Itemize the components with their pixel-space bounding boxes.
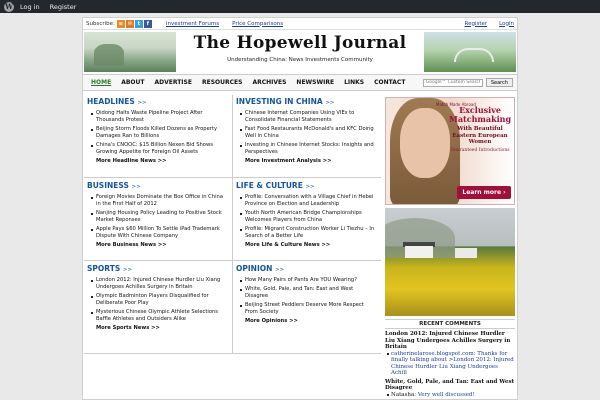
row-divider xyxy=(84,177,381,178)
section-title-text[interactable]: HEADLINES xyxy=(87,97,135,106)
section-sports xyxy=(84,262,232,331)
nav-home[interactable]: HOME xyxy=(91,79,112,86)
main-content xyxy=(84,95,381,395)
list-item[interactable]: Qidong Halts Waste Pipeline Project After Thousands Protest xyxy=(87,110,228,124)
nav-links[interactable]: LINKS xyxy=(344,79,365,86)
list-item[interactable]: White, Gold, Pale, and Tan: East and West Disagree xyxy=(236,286,377,300)
subscribe-label: Subscribe: xyxy=(86,20,115,27)
admin-bar xyxy=(0,0,600,13)
search-button[interactable]: Search xyxy=(486,78,513,87)
row-divider xyxy=(84,260,381,261)
list-item[interactable]: China's CNOOC: $15 Billion Nexen Bid Shows Growing Appetite for Foreign Oil Assets xyxy=(87,142,228,156)
ad-guarantee: Guaranteed Introductions xyxy=(450,148,510,153)
admin-register-link[interactable]: Register xyxy=(49,2,77,11)
section-arrows: >> xyxy=(137,100,147,106)
recent-comments-title: RECENT COMMENTS xyxy=(385,319,515,329)
nav-archives[interactable]: ARCHIVES xyxy=(252,79,287,86)
page-wrapper xyxy=(82,17,518,400)
list-item[interactable]: Foreign Movies Dominate the Box Office in China in the First Half of 2012 xyxy=(87,194,228,208)
list-item[interactable]: Beijing Street Peddlers Deserve More Respect From Society xyxy=(236,302,377,316)
section-title[interactable] xyxy=(87,181,228,190)
comment-excerpt[interactable]: : Very well discussed! xyxy=(414,391,475,398)
section-title-text[interactable]: INVESTING IN CHINA xyxy=(236,97,323,106)
comment-group xyxy=(385,379,515,399)
section-arrows: >> xyxy=(131,184,141,190)
section-title[interactable] xyxy=(87,97,228,106)
register-link[interactable]: Register xyxy=(464,20,488,27)
wordpress-logo-icon[interactable]: W xyxy=(5,2,13,11)
ad-subheadline: With Beautiful Eastern European Women xyxy=(452,126,508,145)
list-item[interactable]: Investing in Chinese Internet Stocks: Insights and Perspectives xyxy=(236,142,377,156)
admin-login-link[interactable]: Log in xyxy=(20,2,40,11)
section-title-text[interactable]: BUSINESS xyxy=(87,181,129,190)
ad-learn-more-button[interactable]: Learn more › xyxy=(457,186,511,199)
twitter-icon[interactable]: t xyxy=(135,20,143,28)
matchmaking-ad-banner[interactable] xyxy=(385,97,515,205)
more-sports-link[interactable]: More Sports News >> xyxy=(96,325,160,331)
more-life-culture-link[interactable]: More Life & Culture News >> xyxy=(245,242,331,248)
header-image-right xyxy=(424,32,516,72)
nav-advertise[interactable]: ADVERTISE xyxy=(154,79,192,86)
section-headlines xyxy=(84,95,232,164)
comment-excerpt[interactable]: : Thanks for finally talking about >London 2012: Injured Chinese Hurdler Liu Xiang Undergoes Achill xyxy=(391,350,514,376)
comment-entry xyxy=(385,351,515,377)
comment-author-link[interactable]: catherinelarose.blogspot.com xyxy=(391,350,474,357)
more-investment-link[interactable]: More Investment Analysis >> xyxy=(245,158,332,164)
recent-comments-widget xyxy=(385,319,515,400)
section-arrows: >> xyxy=(275,267,285,273)
list-item[interactable]: Nanjing Housing Policy Leading to Positive Stock Market Reponses xyxy=(87,210,228,224)
list-item[interactable]: Apple Pays $60 Million To Settle iPad Trademark Dispute With Chinese Company xyxy=(87,226,228,240)
nav-newswire[interactable]: NEWSWIRE xyxy=(296,79,335,86)
section-title-text[interactable]: OPINION xyxy=(236,264,273,273)
nav-resources[interactable]: RESOURCES xyxy=(201,79,243,86)
main-nav xyxy=(83,74,517,91)
comment-entry xyxy=(385,392,515,399)
photo-house xyxy=(455,248,477,258)
nav-about[interactable]: ABOUT xyxy=(121,79,145,86)
section-arrows: >> xyxy=(325,100,335,106)
section-business xyxy=(84,179,232,248)
sidebar-landscape-photo xyxy=(385,208,515,316)
row-divider xyxy=(84,353,381,354)
section-title[interactable] xyxy=(236,181,377,190)
section-arrows: >> xyxy=(305,184,315,190)
section-title-text[interactable]: SPORTS xyxy=(87,264,121,273)
email-icon[interactable]: ✉ xyxy=(127,20,132,27)
rss-icon[interactable]: ≋ xyxy=(118,20,123,27)
nav-contact[interactable]: CONTACT xyxy=(374,79,406,86)
list-item[interactable]: Profile: Migrant Construction Worker Li Tiezhu – In Search of a Better Life xyxy=(236,226,377,240)
list-item[interactable]: Mysterious Chinese Olympic Athlete Selections Baffle Athletes and Outsiders Alike xyxy=(87,309,228,323)
ad-portrait-face xyxy=(400,108,450,178)
search-input[interactable] xyxy=(423,79,483,87)
comment-post-title[interactable]: White, Gold, Pale, and Tan: East and West Disagree xyxy=(385,378,515,391)
price-comparisons-link[interactable]: Price Comparisons xyxy=(232,20,284,27)
comment-author: Natasha xyxy=(391,391,415,398)
list-item[interactable]: Profile: Conversation with a Village Chief in Hebei Province on Election and Leadership xyxy=(236,194,377,208)
site-header xyxy=(83,30,517,74)
header-image-left xyxy=(84,32,176,72)
section-title[interactable] xyxy=(236,97,377,106)
investment-forums-link[interactable]: Investment Forums xyxy=(165,20,220,27)
list-item[interactable]: Olympic Badminton Players Disqualified for Deliberate Poor Play xyxy=(87,293,228,307)
photo-house xyxy=(405,246,433,258)
facebook-icon[interactable]: f xyxy=(144,20,152,28)
list-item[interactable]: Fast Food Restaurants McDonald's and KFC Doing Well in China xyxy=(236,126,377,140)
search-form xyxy=(423,78,513,87)
top-strip xyxy=(83,18,517,30)
site-title[interactable]: The Hopewell Journal xyxy=(193,33,407,53)
more-business-link[interactable]: More Business News >> xyxy=(96,242,167,248)
more-headlines-link[interactable]: More Headline News >> xyxy=(96,158,167,164)
ad-headline: Exclusive Matchmaking xyxy=(449,105,512,124)
section-arrows: >> xyxy=(122,267,133,273)
comment-post-title[interactable]: London 2012: Injured Chinese Hurdler Liu Xiang Undergoes Achilles Surgery in Britain xyxy=(385,331,511,350)
list-item[interactable]: Youth North American Bridge Championships Welcomes Players from China xyxy=(236,210,377,224)
list-item[interactable]: How Many Pairs of Pants Are YOU Wearing? xyxy=(236,277,377,284)
list-item[interactable]: London 2012: Injured Chinese Hurdler Liu Xiang Undergoes Achilles Surgery in Britain xyxy=(87,277,228,291)
login-link[interactable]: Login xyxy=(499,20,514,27)
site-tagline: Understanding China: News Investments Community xyxy=(227,57,373,63)
section-title-text[interactable]: LIFE & CULTURE xyxy=(236,181,303,190)
list-item[interactable]: Chinese Internet Companies Using VIEs to Consolidate Financial Statements xyxy=(236,110,377,124)
list-item[interactable]: Beijing Storm Floods Killed Dozens as Property Damages Ran to Billions xyxy=(87,126,228,140)
more-opinions-link[interactable]: More Opinions >> xyxy=(245,318,298,324)
section-investing xyxy=(233,95,381,164)
ad-brand: Match Made Abroad xyxy=(436,102,476,107)
sidebar xyxy=(383,95,517,400)
section-title[interactable] xyxy=(87,264,228,273)
comment-group xyxy=(385,331,515,377)
section-life-culture xyxy=(233,179,381,248)
section-title[interactable] xyxy=(236,264,377,273)
section-opinion xyxy=(233,262,381,324)
